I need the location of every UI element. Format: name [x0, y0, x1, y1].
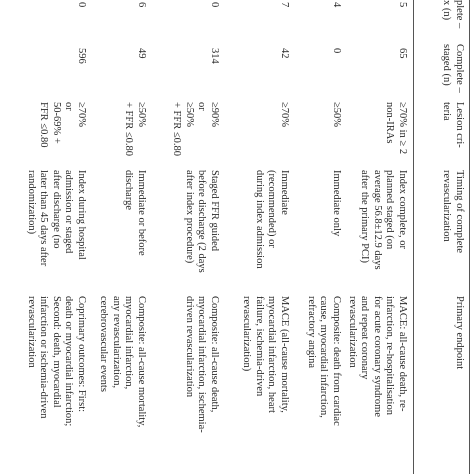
cell-line: (recommended) or: [266, 170, 278, 248]
cell-line: Immediate or before: [136, 170, 147, 256]
header-complete-index: [440, 0, 465, 28]
cell-line: Composite: all-cause death,: [209, 296, 220, 413]
cell-complete-index: [135, 2, 148, 7]
cell-line: 50-69% +: [51, 102, 62, 144]
cell-line: 5: [397, 2, 408, 8]
cell-lesion-criteria: [383, 102, 408, 154]
cell-complete-staged: [75, 48, 88, 64]
cell-primary-endpoint: [183, 296, 221, 433]
cell-complete-index: [208, 2, 221, 7]
cell-line: Composite: death from cardiac: [331, 296, 342, 426]
cell-complete-staged: [208, 48, 221, 64]
header-lesion-criteria: [440, 102, 465, 148]
header-line: Complete –: [454, 44, 465, 93]
cell-complete-index: [396, 2, 409, 7]
cell-line: ≥50%: [331, 102, 342, 128]
cell-line: + FFR ≤0.80: [171, 102, 183, 156]
cell-timing: [25, 170, 88, 266]
cell-line: myocardial infarction,: [123, 296, 135, 390]
header-timing: [440, 170, 465, 253]
cell-line: or: [63, 102, 75, 111]
cell-line: Second: death, myocardial: [51, 296, 62, 408]
cell-line: 6: [136, 2, 147, 8]
header-line: Timing of complete: [454, 170, 465, 254]
cell-line: driven revascularization: [184, 296, 195, 398]
cell-line: + FFR ≤0.80: [123, 102, 135, 156]
header-primary-endpoint: [453, 296, 466, 369]
cell-line: 42: [279, 48, 290, 59]
cell-line: 596: [76, 48, 87, 64]
cell-line: Immediate: [279, 170, 290, 215]
cell-lesion-criteria: [37, 102, 87, 147]
cell-line: admission or staged: [63, 170, 75, 254]
cell-timing: [253, 170, 291, 269]
cell-line: Index during hospital: [76, 170, 87, 260]
header-line: revascularization: [441, 170, 453, 242]
cell-line: cerebrovascular events: [98, 296, 110, 392]
cell-line: 314: [209, 48, 220, 64]
cell-line: 7: [279, 2, 290, 8]
cell-line: after the primary PCI): [359, 170, 371, 264]
header-line: Primary endpoint: [454, 296, 465, 370]
cell-line: any revascularization,: [111, 296, 122, 389]
cell-complete-staged: [135, 48, 148, 59]
cell-lesion-criteria: [278, 102, 291, 127]
cell-primary-endpoint: [97, 296, 147, 427]
header-line: plete –: [454, 0, 465, 29]
cell-complete-index: [75, 2, 88, 7]
cell-line: and repeat coronary: [359, 296, 371, 380]
table-header-row: [419, 0, 465, 474]
cell-timing: [330, 170, 343, 236]
cell-line: planned staged (on: [384, 170, 396, 250]
header-line: Lesion cri-: [454, 102, 465, 148]
header-complete-staged: [440, 44, 465, 93]
cell-line: average 56.8±12.9 days: [372, 170, 383, 270]
cell-line: 49: [136, 48, 147, 59]
cell-line: revascularization: [347, 296, 358, 368]
cell-line: failure, ischemia-driven: [254, 296, 265, 397]
cell-line: myocardial infarction, heart: [266, 296, 278, 413]
cell-line: 4: [331, 2, 342, 8]
cell-complete-index: [278, 2, 291, 7]
cell-primary-endpoint: [305, 296, 343, 426]
cell-primary-endpoint: [346, 296, 409, 417]
cell-line: 0: [76, 2, 87, 8]
cell-line: FFR ≤0.80: [38, 102, 50, 148]
cell-line: 0: [331, 48, 342, 54]
cell-line: randomization): [26, 170, 37, 235]
cell-line: ≥50%: [184, 102, 195, 128]
cell-line: later than 45 days after: [38, 170, 50, 267]
table-top-rule: [469, 0, 470, 474]
cell-line: discharge: [123, 170, 135, 211]
cell-line: infarction, re-hospitalisation: [384, 296, 396, 415]
cell-complete-staged: [330, 48, 343, 53]
cell-line: before discharge (2 days: [196, 170, 208, 273]
cell-complete-staged: [278, 48, 291, 59]
cell-line: refractory angina: [306, 296, 317, 368]
header-rule: [413, 0, 414, 474]
cell-lesion-criteria: [330, 102, 343, 127]
cell-line: ≥50%: [136, 102, 147, 128]
cell-line: revascularization: [26, 296, 37, 368]
cell-complete-staged: [396, 48, 409, 59]
cell-line: during index admission: [254, 170, 265, 269]
header-line: staged (n): [441, 44, 453, 86]
cell-line: death or myocardial infarction;: [63, 296, 75, 427]
cell-line: ≥70%: [279, 102, 290, 128]
cell-line: after index procedure): [184, 170, 195, 264]
cell-line: for acute coronary syndrome: [372, 296, 383, 417]
cell-timing: [122, 170, 147, 256]
cell-line: revascularization): [241, 296, 253, 372]
cell-line: Staged FFR guided: [209, 170, 220, 252]
cell-timing: [183, 170, 221, 273]
cell-line: 0: [209, 2, 220, 8]
cell-line: infarction or ischemia-driven: [38, 296, 50, 419]
cell-line: ≥70%: [76, 102, 87, 128]
header-line: x (n): [441, 0, 453, 21]
cell-primary-endpoint: [240, 296, 290, 413]
cell-timing: [358, 170, 408, 270]
cell-line: MACE (all-cause mortality,: [279, 296, 290, 413]
cell-lesion-criteria: [170, 102, 220, 156]
cell-line: Index complete, or: [397, 170, 408, 250]
cell-primary-endpoint: [25, 296, 88, 426]
cell-line: myocardial infarction, ischemia-: [196, 296, 208, 433]
cell-line: after discharge (no: [51, 170, 62, 249]
cell-line: Immediate only: [331, 170, 342, 237]
cell-line: ≥90%: [209, 102, 220, 128]
cell-line: 65: [397, 48, 408, 59]
cell-lesion-criteria: [122, 102, 147, 156]
cell-complete-index: [330, 2, 343, 7]
cell-line: non-IRAs: [384, 102, 396, 144]
cell-line: Composite: all-cause mortality,: [136, 296, 147, 428]
cell-line: cause, myocardial infarction,: [318, 296, 330, 418]
cell-line: or: [196, 102, 208, 111]
header-line: teria: [441, 102, 453, 121]
cell-line: ≥70% in ≥ 2: [397, 102, 408, 155]
cell-line: Coprimary outcomes: First:: [76, 296, 87, 413]
cell-line: MACE: all-cause death, re-: [397, 296, 408, 412]
